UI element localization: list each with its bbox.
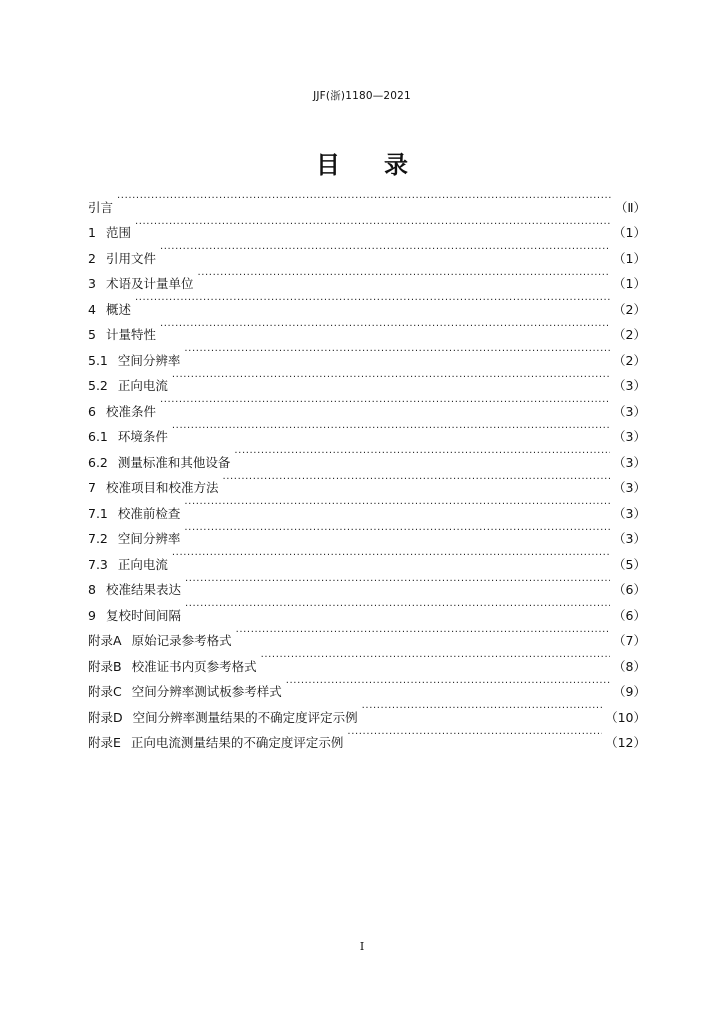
toc-entry-title: 校准条件	[105, 403, 156, 419]
toc-leader-dots	[185, 594, 610, 620]
toc-entry-number: 7	[88, 480, 96, 495]
toc-entry-title: 概述	[105, 301, 131, 317]
toc-entry-number: 2	[88, 250, 96, 266]
toc-entry-number: 6.1	[88, 429, 108, 444]
toc-entry-page: （3）	[613, 480, 646, 495]
toc-entry-title: 校准项目和校准方法	[105, 480, 219, 495]
toc-leader-dots	[222, 467, 610, 493]
toc-leader-dots	[184, 492, 610, 518]
toc-entry-number: 6	[88, 403, 96, 419]
toc-entry-title: 正向电流测量结果的不确定度评定示例	[130, 735, 344, 750]
toc-leader-dots	[197, 263, 610, 289]
toc-entry-title: 引言	[88, 199, 114, 215]
toc-leader-dots	[184, 518, 610, 544]
toc-entry-page: （2）	[613, 327, 646, 342]
toc-entry-page: （3）	[613, 429, 646, 444]
toc-leader-dots	[261, 645, 610, 671]
toc-leader-dots	[135, 288, 610, 314]
toc-entry-title: 术语及计量单位	[105, 276, 194, 291]
toc-leader-dots	[160, 390, 610, 416]
toc-entry-title: 校准前检查	[117, 505, 181, 521]
toc-entry[interactable]	[88, 416, 646, 442]
toc-entry-page: （3）	[613, 531, 646, 546]
toc-entry-number: 9	[88, 607, 96, 623]
toc-title	[0, 150, 724, 180]
toc-entry[interactable]	[88, 288, 646, 317]
table-of-contents	[88, 186, 646, 750]
toc-entry[interactable]	[88, 543, 646, 572]
toc-entry-title: 正向电流	[117, 556, 168, 572]
toc-entry-title: 校准结果表达	[105, 582, 181, 597]
toc-entry[interactable]	[88, 390, 646, 419]
toc-entry[interactable]	[88, 186, 646, 215]
toc-entry-page: （3）	[613, 378, 646, 393]
toc-entry-title: 校准证书内页参考格式	[131, 658, 257, 674]
toc-leader-dots	[160, 314, 610, 340]
toc-entry-page: （5）	[613, 556, 646, 572]
toc-entry-page: （7）	[613, 633, 646, 648]
toc-entry-title: 引用文件	[105, 250, 156, 266]
toc-leader-dots	[160, 237, 610, 263]
toc-leader-dots	[185, 569, 610, 595]
toc-entry-title: 正向电流	[117, 378, 168, 393]
toc-leader-dots	[135, 212, 610, 238]
toc-entry-page: （1）	[613, 250, 646, 266]
toc-entry-title: 空间分辨率测量结果的不确定度评定示例	[132, 709, 358, 725]
toc-entry-number: 5.1	[88, 352, 108, 368]
toc-entry-number: 6.2	[88, 454, 108, 470]
toc-leader-dots	[172, 416, 610, 442]
toc-leader-dots	[172, 365, 610, 391]
toc-entry-number: 1	[88, 225, 96, 240]
toc-entry-page: （12）	[605, 735, 646, 750]
toc-entry[interactable]	[88, 339, 646, 368]
toc-leader-dots	[234, 441, 610, 467]
page-number: I	[359, 940, 365, 953]
toc-entry-page: （1）	[613, 276, 646, 291]
toc-entry-title: 计量特性	[105, 327, 156, 342]
toc-entry[interactable]	[88, 263, 646, 289]
toc-leader-dots	[172, 543, 610, 569]
toc-entry-page: （Ⅱ）	[614, 199, 646, 215]
toc-entry-page: （9）	[613, 684, 646, 699]
document-code-header: JJF(浙)1180—2021	[313, 90, 411, 102]
toc-entry-title: 原始记录参考格式	[131, 633, 232, 648]
toc-entry-number: 附录A	[88, 633, 122, 648]
toc-entry[interactable]	[88, 237, 646, 266]
toc-title-char-1: 目	[316, 151, 340, 179]
toc-entry-number: 8	[88, 582, 96, 597]
toc-entry[interactable]	[88, 314, 646, 340]
toc-title-char-2: 录	[384, 151, 408, 179]
toc-entry-number: 7.3	[88, 556, 108, 572]
toc-entry-title: 环境条件	[117, 429, 168, 444]
toc-entry-page: （8）	[613, 658, 646, 674]
toc-leader-dots	[117, 186, 612, 212]
toc-entry-number: 5	[88, 327, 96, 342]
toc-leader-dots	[347, 722, 602, 748]
toc-entry-page: （3）	[613, 505, 646, 521]
toc-entry-title: 空间分辨率	[117, 352, 181, 368]
toc-entry-number: 附录C	[88, 684, 122, 699]
toc-entry-title: 范围	[105, 225, 131, 240]
toc-entry-number: 附录E	[88, 735, 121, 750]
toc-entry-title: 复校时间间隔	[105, 607, 181, 623]
toc-entry-title: 空间分辨率	[117, 531, 181, 546]
toc-entry-number: 7.2	[88, 531, 108, 546]
toc-entry-page: （1）	[613, 225, 646, 240]
toc-entry-number: 3	[88, 276, 96, 291]
toc-entry[interactable]	[88, 212, 646, 238]
toc-entry-title: 空间分辨率测试板参考样式	[131, 684, 282, 699]
toc-entry-number: 4	[88, 301, 96, 317]
toc-entry-page: （3）	[613, 403, 646, 419]
toc-leader-dots	[184, 339, 610, 365]
toc-entry-number: 附录B	[88, 658, 122, 674]
toc-entry[interactable]	[88, 441, 646, 470]
toc-entry-page: （3）	[613, 454, 646, 470]
toc-entry[interactable]	[88, 569, 646, 595]
toc-entry[interactable]	[88, 365, 646, 391]
toc-entry-page: （6）	[613, 582, 646, 597]
toc-entry-page: （2）	[613, 352, 646, 368]
toc-leader-dots	[286, 671, 610, 697]
toc-entry-number: 附录D	[88, 709, 123, 725]
toc-entry-title: 测量标准和其他设备	[117, 454, 231, 470]
toc-entry-page: （2）	[613, 301, 646, 317]
toc-entry-page: （10）	[605, 709, 646, 725]
toc-entry-number: 7.1	[88, 505, 108, 521]
toc-leader-dots	[362, 696, 602, 722]
toc-leader-dots	[236, 620, 610, 646]
toc-entry-page: （6）	[613, 607, 646, 623]
toc-entry-number: 5.2	[88, 378, 108, 393]
